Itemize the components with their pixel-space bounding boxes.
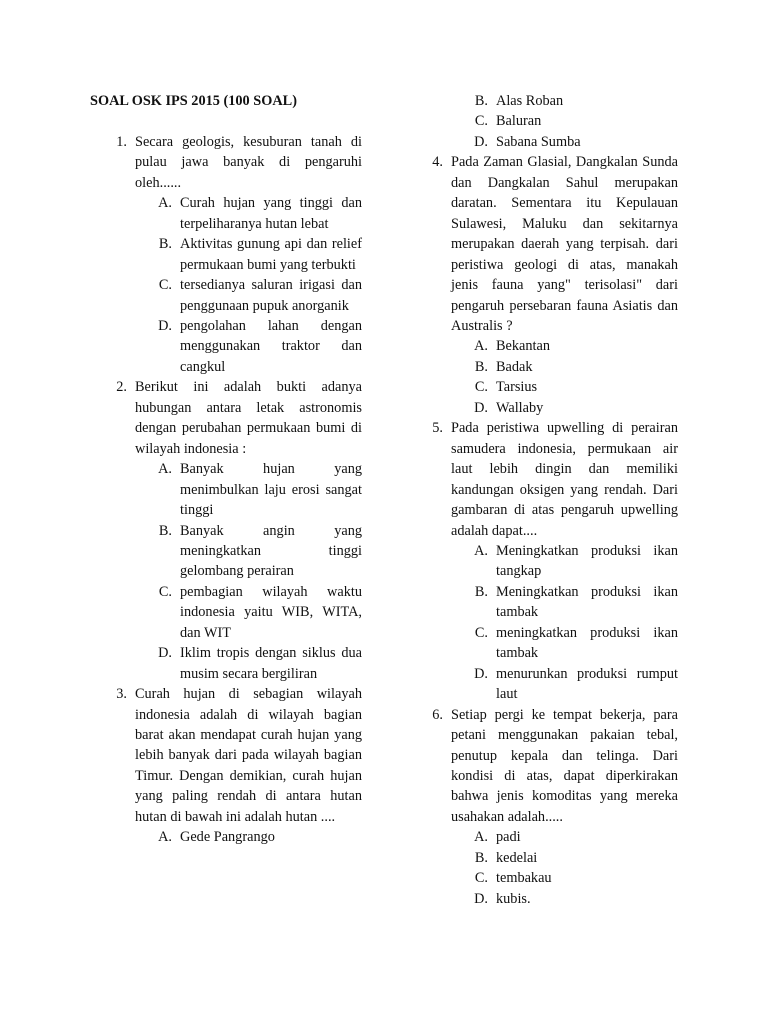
option-3-d — [424, 132, 678, 152]
question-stem — [90, 684, 362, 827]
option-text: pembagian wilayah waktu indonesia yaitu WIB, WITA, dan WIT — [180, 583, 362, 641]
question-text: Pada peristiwa upwelling di perairan samudera indonesia, permukaan air laut lebih dingin dan memiliki kandungan oksigen yang rendah. Dari gambaran di atas pengaruh upwelling adalah dapat.... — [451, 420, 678, 539]
question-5 — [424, 418, 678, 704]
option-5-b — [424, 582, 678, 623]
question-text: Berikut ini adalah bukti adanya hubungan antara letak astronomis dengan perubahan permukaan bumi di wilayah indonesia : — [135, 379, 362, 457]
option-text: Bekantan — [496, 338, 550, 355]
option-letter: A. — [158, 461, 172, 478]
option-letter: B. — [474, 93, 488, 109]
option-text: padi — [496, 829, 521, 846]
question-1 — [90, 132, 362, 377]
option-text: Alas Roban — [496, 93, 564, 109]
option-text: Badak — [496, 358, 533, 375]
option-2-b — [90, 521, 362, 582]
option-letter: D. — [158, 645, 172, 662]
question-2 — [90, 377, 362, 684]
right-column — [424, 91, 678, 909]
option-5-c — [424, 623, 678, 664]
question-number: 2. — [116, 379, 127, 396]
left-question-list — [90, 132, 362, 848]
question-3-continued-options — [424, 91, 678, 152]
option-text: Wallaby — [496, 399, 544, 416]
left-column — [90, 91, 362, 848]
option-5-a — [424, 541, 678, 582]
option-5-d — [424, 664, 678, 705]
option-2-c — [90, 582, 362, 643]
option-letter: D. — [158, 317, 172, 334]
option-3-b — [424, 91, 678, 111]
option-letter: B. — [158, 522, 172, 539]
option-6-a — [424, 827, 678, 847]
option-text: menurunkan produksi rumput laut — [496, 665, 678, 703]
option-letter: A. — [158, 195, 172, 212]
question-text: Curah hujan di sebagian wilayah indonesia adalah di wilayah bagian barat akan mendapat curah hujan yang lebih banyak dari pada wilayah bagian Timur. Dengan demikian, curah hujan yang paling rendah di antara hutan hutan di bawah ini adalah hutan .... — [135, 686, 362, 825]
question-number: 3. — [116, 686, 127, 703]
option-4-a — [424, 336, 678, 356]
option-text: meningkatkan produksi ikan tambak — [496, 624, 678, 662]
option-letter: C. — [158, 277, 172, 294]
option-letter: B. — [474, 849, 488, 866]
question-stem — [424, 418, 678, 541]
option-text: tersedianya saluran irigasi dan penggunaan pupuk anorganik — [180, 277, 362, 314]
question-number: 5. — [432, 420, 443, 437]
option-2-d — [90, 643, 362, 684]
question-4 — [424, 152, 678, 418]
option-text: Aktivitas gunung api dan relief permukaan bumi yang terbukti — [180, 236, 362, 273]
option-text: Sabana Sumba — [496, 133, 581, 150]
option-6-b — [424, 848, 678, 868]
option-text: pengolahan lahan dengan menggunakan traktor dan cangkul — [180, 317, 362, 375]
option-4-c — [424, 377, 678, 397]
question-6 — [424, 705, 678, 910]
option-2-a — [90, 459, 362, 520]
option-text: Curah hujan yang tinggi dan terpeliharanya hutan lebat — [180, 195, 362, 232]
option-letter: D. — [474, 665, 488, 682]
option-letter: B. — [474, 358, 488, 375]
question-3 — [90, 684, 362, 848]
option-4-b — [424, 357, 678, 377]
option-text: Gede Pangrango — [180, 829, 275, 846]
option-6-c — [424, 868, 678, 888]
option-6-d — [424, 889, 678, 909]
question-stem — [424, 152, 678, 336]
document-title: SOAL OSK IPS 2015 (100 SOAL) — [90, 93, 297, 109]
option-text: tembakau — [496, 870, 552, 887]
option-letter: C. — [474, 870, 488, 887]
question-text: Setiap pergi ke tempat bekerja, para petani menggunakan pakaian tebal, penutup kepala dan telinga. Dari kondisi di atas, dapat diperkirakan bahwa jenis komoditas yang mereka usahakan adalah..... — [451, 706, 678, 825]
option-4-d — [424, 398, 678, 418]
question-stem — [424, 705, 678, 828]
option-text: Meningkatkan produksi ikan tambak — [496, 583, 678, 621]
option-letter: B. — [158, 236, 172, 253]
option-letter: D. — [474, 399, 488, 416]
option-letter: C. — [474, 379, 488, 396]
option-letter: A. — [474, 542, 488, 559]
option-1-c — [90, 275, 362, 316]
question-text: Secara geologis, kesuburan tanah di pulau jawa banyak di pengaruhi oleh...... — [135, 133, 362, 191]
option-letter: C. — [158, 583, 172, 600]
option-text: Banyak angin yang meningkatkan tinggi gelombang perairan — [180, 522, 362, 580]
question-text: Pada Zaman Glasial, Dangkalan Sunda dan Dangkalan Sahul merupakan daratan. Sementara itu Kepulauan Sulawesi, Maluku dan sekitarnya merupakan daerah yang terpisah. dari peristiwa geologi di atas, manakah jenis fauna yang" terisolasi" dari pengaruh persebaran fauna Asiatis dan Australis ? — [451, 154, 678, 334]
option-letter: B. — [474, 583, 488, 600]
option-1-d — [90, 316, 362, 377]
question-stem — [90, 132, 362, 193]
option-text: kubis. — [496, 890, 531, 907]
option-text: Baluran — [496, 113, 542, 130]
option-letter: A. — [474, 829, 488, 846]
option-text: Banyak hujan yang menimbulkan laju erosi sangat tinggi — [180, 461, 362, 519]
option-3-c — [424, 111, 678, 131]
option-text: Iklim tropis dengan siklus dua musim secara bergiliran — [180, 645, 362, 682]
option-1-a — [90, 193, 362, 234]
right-question-list — [424, 152, 678, 909]
option-letter: A. — [474, 338, 488, 355]
option-letter: C. — [474, 624, 488, 641]
option-letter: D. — [474, 133, 488, 150]
option-1-b — [90, 234, 362, 275]
option-text: Meningkatkan produksi ikan tangkap — [496, 542, 678, 580]
option-text: Tarsius — [496, 379, 538, 396]
option-letter: D. — [474, 890, 488, 907]
question-number: 4. — [432, 154, 443, 171]
option-letter: A. — [158, 829, 172, 846]
question-number: 6. — [432, 706, 443, 723]
option-text: kedelai — [496, 849, 538, 866]
option-3-a — [90, 827, 362, 847]
question-number: 1. — [116, 133, 127, 150]
option-letter: C. — [474, 113, 488, 130]
question-stem — [90, 377, 362, 459]
